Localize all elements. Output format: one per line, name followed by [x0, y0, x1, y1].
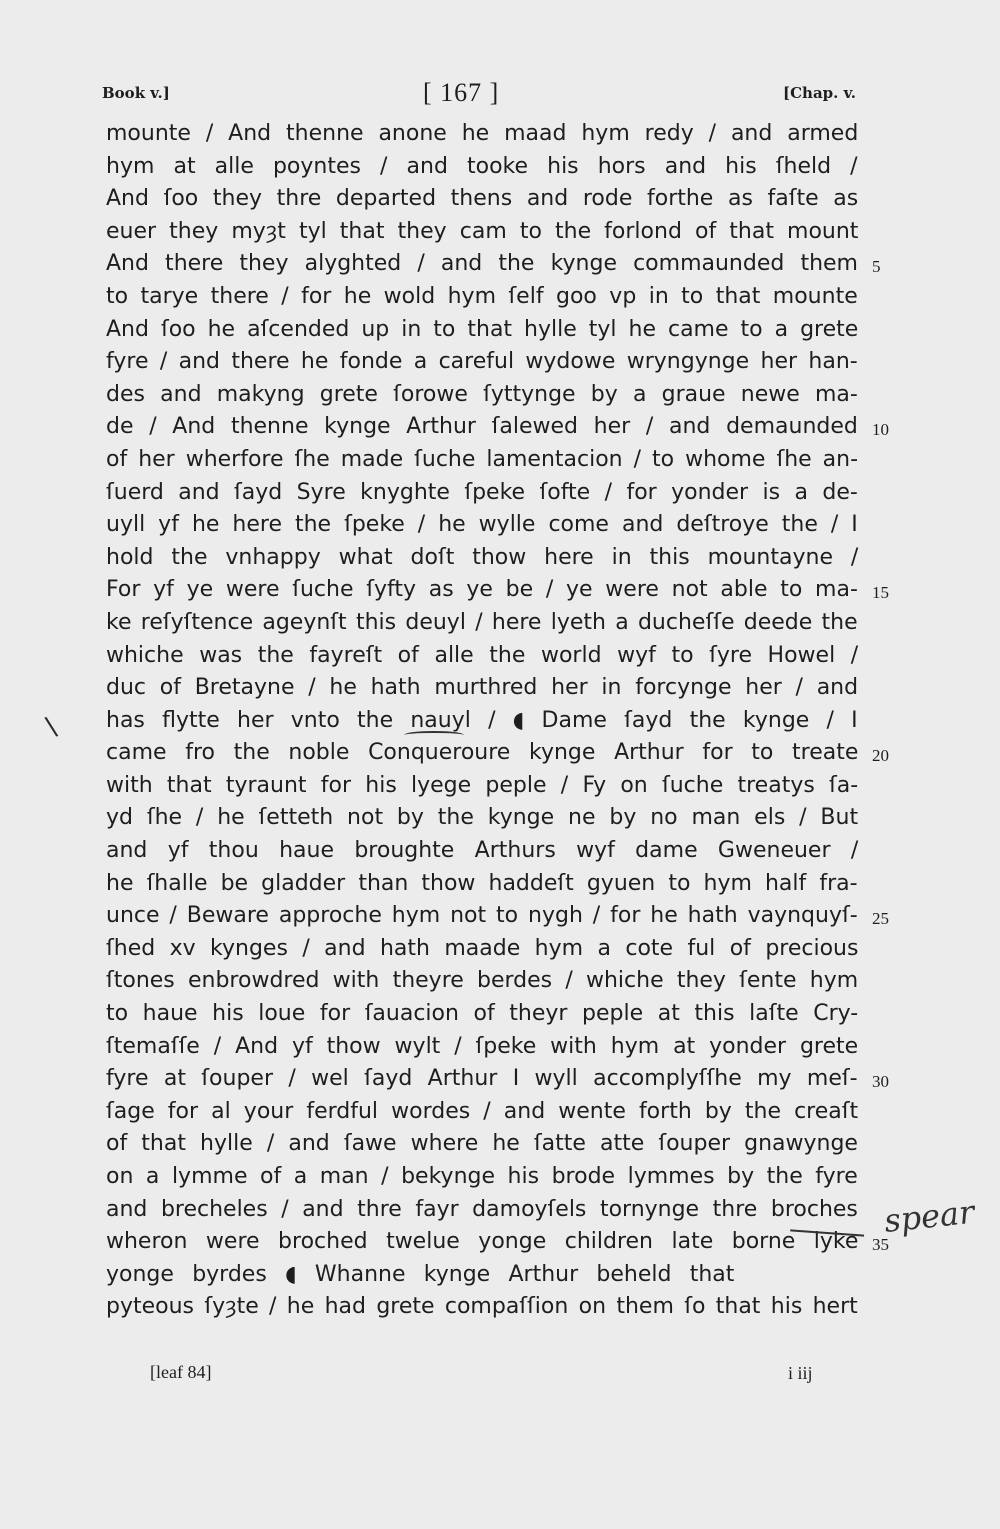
text-line	[106, 574, 889, 607]
text-line-content: yonge byrdes ◖ Whanne kynge Arthur beheld that	[106, 1261, 735, 1287]
text-line-content: of her wherfore ſhe made ſuche lamentacion / to whome ſhe an-	[106, 446, 859, 472]
text-line-content: mounte / And thenne anone he maad hym redy / and armed	[106, 121, 859, 146]
text-line-content: fyre / and there he fonde a careful wydowe wryngynge her han-	[106, 349, 858, 375]
text-line	[106, 1259, 858, 1292]
text-line	[106, 118, 858, 151]
text-line-content: fyre at ſouper / wel ſayd Arthur I wyll accomplyſſhe my meſ-	[106, 1066, 858, 1092]
page-number: [ 167 ]	[423, 78, 500, 107]
handwritten-margin-note: spear	[882, 1192, 977, 1240]
text-line	[106, 1161, 858, 1194]
text-line	[106, 1226, 889, 1259]
text-line	[106, 835, 858, 868]
text-line-content: wheron were broched twelue yonge children late borne lyke	[106, 1229, 859, 1255]
line-number: 10	[872, 420, 889, 440]
text-line-content: and brecheles / and thre fayr damoyſels tornynge thre broches	[106, 1196, 858, 1222]
text-line	[106, 607, 858, 640]
text-line-content: ſtemaſſe / And yf thow wylt / ſpeke with hym at yonder grete	[106, 1033, 859, 1059]
line-number: 20	[872, 746, 889, 766]
text-line	[106, 705, 858, 738]
text-line	[106, 281, 858, 314]
text-line-content: and yf thou haue broughte Arthurs wyf dame Gweneuer /	[106, 838, 859, 864]
text-line-content: des and makyng grete ſorowe ſyttynge by a graue newe ma-	[106, 381, 858, 407]
text-line	[106, 640, 858, 673]
line-number: 35	[872, 1235, 889, 1255]
text-line-content: whiche was the fayreſt of alle the world wyf to ſyre Howel /	[106, 642, 859, 668]
text-line-content: hold the vnhappy what doſt thow here in this mountayne /	[106, 544, 859, 570]
text-line-content: ſhed xv kynges / and hath maade hym a cote ful of precious	[106, 935, 859, 961]
text-line-content: on a lymme of a man / bekynge his brode lymmes by the fyre	[106, 1164, 858, 1189]
text-line-content: duc of Bretayne / he hath murthred her in forcynge her / and	[106, 675, 859, 701]
text-line	[106, 672, 858, 705]
footer-quire-mark: i iij	[788, 1363, 813, 1383]
text-line-content: ſtones enbrowdred with theyre berdes / whiche they ſente hym	[106, 968, 859, 994]
running-head	[0, 78, 1000, 108]
text-line	[106, 509, 858, 542]
text-line-content: ſage for al your ferdful wordes / and wente forth by the creaſt	[106, 1098, 859, 1124]
text-line-content: unce / Beware approche hym not to nygh / for he hath vaynquyſ-	[106, 903, 858, 929]
text-line-content: euer they myȝt tyl that they cam to the forlond of that mount	[106, 218, 859, 244]
text-line-content: ſuerd and ſayd Syre knyghte ſpeke ſofte / for yonder is a de-	[106, 479, 858, 505]
text-line	[106, 737, 889, 770]
handwritten-underline	[404, 731, 464, 739]
text-line-content: has flytte her vnto the nauyl / ◖ Dame ſayd the kynge / I	[106, 707, 858, 733]
text-line-content: pyteous ſyȝte / he had grete compaſſion on them ſo that his hert	[106, 1294, 858, 1320]
text-line	[106, 1194, 858, 1227]
text-line-content: to tarye there / for he wold hym ſelf goo vp in to that mounte	[106, 283, 858, 309]
text-line	[106, 1128, 858, 1161]
text-line	[106, 183, 858, 216]
text-line-content: And ſoo he aſcended up in to that hylle tyl he came to a grete	[106, 316, 859, 342]
text-line-content: ke reſyſtence ageynſt this deuyl / here lyeth a ducheſſe deede the	[106, 609, 858, 635]
running-head-chapter: [Chap. v.	[783, 84, 857, 102]
text-line	[106, 1063, 889, 1096]
text-line	[106, 542, 858, 575]
handwritten-margin-mark: \	[43, 711, 60, 743]
text-line-content: yd ſhe / he ſetteth not by the kynge ne by no man els / But	[106, 805, 859, 831]
text-line-content: And there they alyghted / and the kynge commaunded them	[106, 251, 858, 277]
text-line	[106, 444, 858, 477]
text-line-content: of that hylle / and ſawe where he ſatte atte ſouper gnawynge	[106, 1131, 858, 1157]
running-head-book: Book v.]	[102, 84, 170, 102]
text-line	[106, 1096, 858, 1129]
text-line	[106, 477, 858, 510]
text-line	[106, 151, 858, 184]
text-line	[106, 1031, 858, 1064]
text-line	[106, 346, 858, 379]
footer-leaf-signature: [leaf 84]	[150, 1362, 212, 1382]
text-line	[106, 411, 889, 444]
text-line	[106, 933, 858, 966]
text-line	[106, 1291, 858, 1324]
line-number: 5	[872, 257, 881, 277]
text-line-content: came fro the noble Conqueroure kynge Arthur for to treate	[106, 740, 859, 766]
text-line-content: hym at alle poyntes / and tooke his hors and his ſheld /	[106, 153, 858, 179]
text-line-content: de / And thenne kynge Arthur ſalewed her / and demaunded	[106, 414, 858, 440]
text-line-content: uyll yf he here the ſpeke / he wylle come and deſtroye the / I	[106, 512, 858, 538]
line-number: 25	[872, 909, 889, 929]
text-line-content: he ſhalle be gladder than thow haddeſt gyuen to hym half fra-	[106, 870, 858, 896]
text-line	[106, 770, 858, 803]
text-line	[106, 379, 858, 412]
text-line	[106, 248, 881, 281]
text-line	[106, 998, 858, 1031]
text-line	[106, 216, 858, 249]
text-line-content: to haue his loue for ſauacion of theyr peple at this laſte Cry-	[106, 1001, 859, 1027]
text-line	[106, 965, 858, 998]
text-line-content: For yf ye were ſuche ſyfty as ye be / ye were not able to ma-	[106, 577, 858, 603]
line-number: 30	[872, 1072, 889, 1092]
text-line	[106, 802, 858, 835]
line-number: 15	[872, 583, 889, 603]
text-line-content: And ſoo they thre departed thens and rode forthe as faſte as	[106, 186, 859, 212]
text-line	[106, 900, 889, 933]
text-line	[106, 868, 858, 901]
text-line-content: with that tyraunt for his lyege peple / Fy on ſuche treatys ſa-	[106, 772, 859, 798]
body-text	[106, 118, 889, 1324]
text-line	[106, 314, 858, 347]
